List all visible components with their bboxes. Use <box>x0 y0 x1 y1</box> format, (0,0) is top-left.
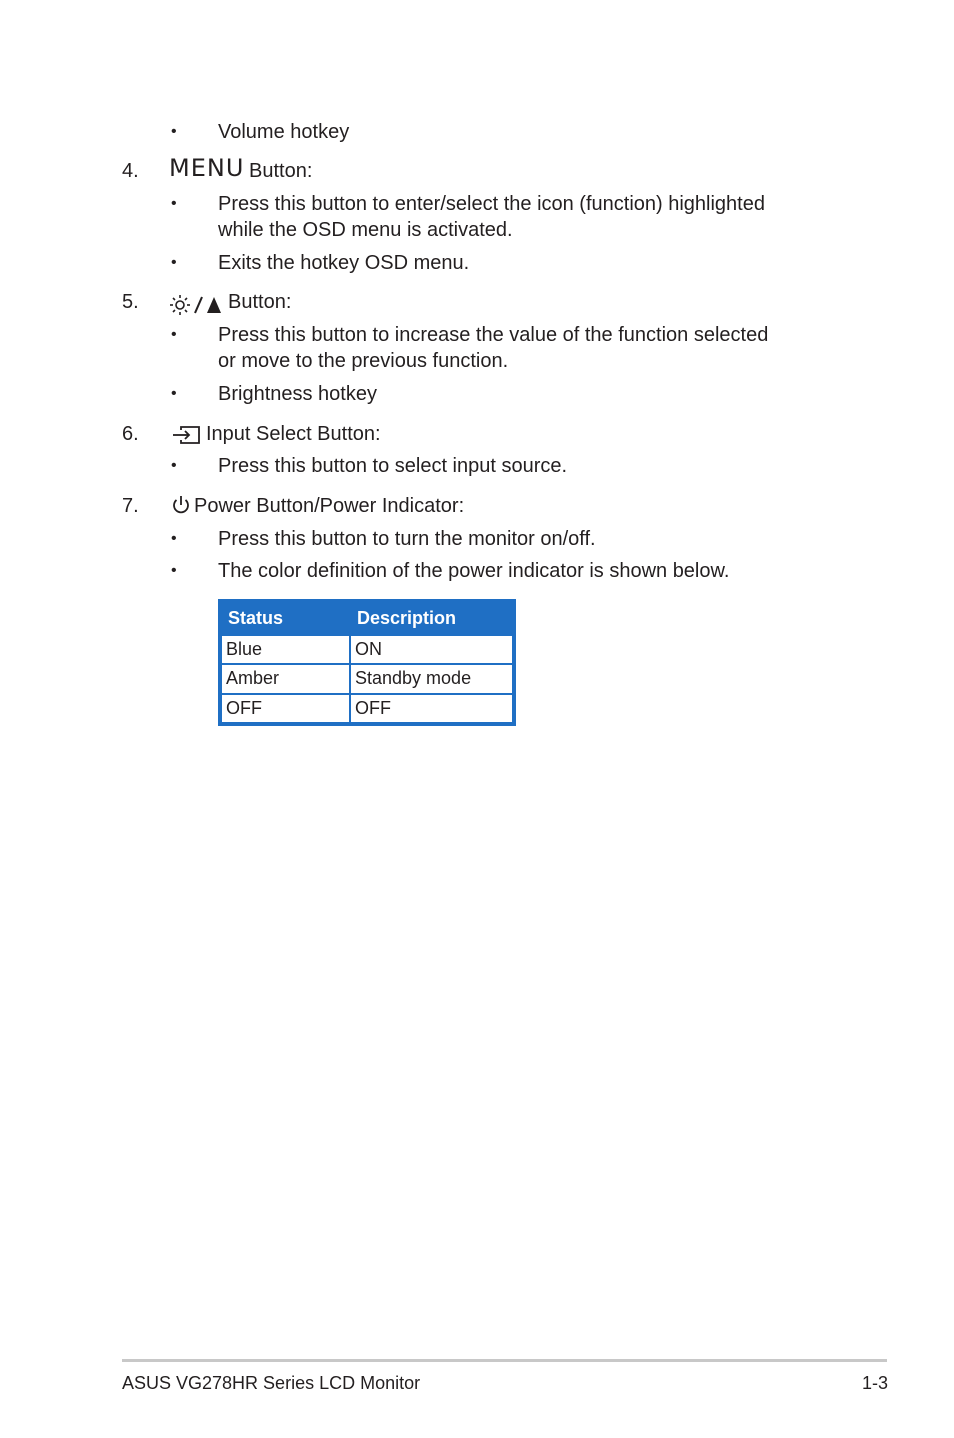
brightness-up-icon-group <box>170 293 224 315</box>
brightness-bullet-1-line-2: or move to the previous function. <box>218 350 509 372</box>
power-indicator-table <box>218 599 516 726</box>
table-cell-status: OFF <box>221 694 350 723</box>
item-number-6: 6. <box>122 423 139 445</box>
bullet-dot: • <box>171 254 177 271</box>
bullet-dot: • <box>171 123 177 140</box>
menu-bullet-1-line-2: while the OSD menu is activated. <box>218 219 513 241</box>
table-cell-description: Standby mode <box>350 664 513 693</box>
brightness-bullet-1-line-1: Press this button to increase the value of the function selected <box>218 324 769 346</box>
input-select-label: Input Select Button: <box>206 423 381 445</box>
table-row <box>221 664 513 693</box>
item-number-4: 4. <box>122 160 139 182</box>
bullet-dot: • <box>171 385 177 402</box>
input-bullet-1: Press this button to select input source. <box>218 455 568 477</box>
power-button-label: Power Button/Power Indicator: <box>194 495 465 517</box>
table-cell-status: Amber <box>221 664 350 693</box>
item-number-7: 7. <box>122 495 139 517</box>
menu-button-label: Button: <box>249 160 313 182</box>
power-bullet-2: The color definition of the power indicator is shown below. <box>218 560 730 582</box>
brightness-button-label: Button: <box>228 291 292 313</box>
table-cell-status: Blue <box>221 635 350 664</box>
up-triangle-icon <box>207 297 221 313</box>
item-number-5: 5. <box>122 291 139 313</box>
table-header-row <box>221 602 513 635</box>
bullet-dot: • <box>171 530 177 547</box>
footer-divider <box>122 1359 887 1362</box>
slash-icon <box>195 297 202 313</box>
table-header-status: Status <box>228 608 284 628</box>
footer-page-number: 1-3 <box>861 1373 888 1393</box>
brightness-sun-icon <box>170 295 190 315</box>
menu-bullet-1-line-1: Press this button to enter/select the icon (function) highlighted <box>218 193 765 215</box>
bullet-dot: • <box>171 326 177 343</box>
table-cell-description: OFF <box>350 694 513 723</box>
volume-hotkey-text: Volume hotkey <box>218 121 350 143</box>
menu-icon: MENU <box>169 154 245 182</box>
menu-bullet-2: Exits the hotkey OSD menu. <box>218 252 470 274</box>
bullet-dot: • <box>171 562 177 579</box>
footer-product-name: ASUS VG278HR Series LCD Monitor <box>122 1373 421 1393</box>
brightness-bullet-2: Brightness hotkey <box>218 383 377 405</box>
power-icon <box>171 494 191 516</box>
input-select-icon <box>172 425 202 445</box>
table-row <box>221 635 513 664</box>
bullet-dot: • <box>171 457 177 474</box>
bullet-dot: • <box>171 195 177 212</box>
power-bullet-1: Press this button to turn the monitor on/off. <box>218 528 596 550</box>
table-cell-description: ON <box>350 635 513 664</box>
table-header-description: Description <box>357 608 457 628</box>
table-row <box>221 694 513 723</box>
